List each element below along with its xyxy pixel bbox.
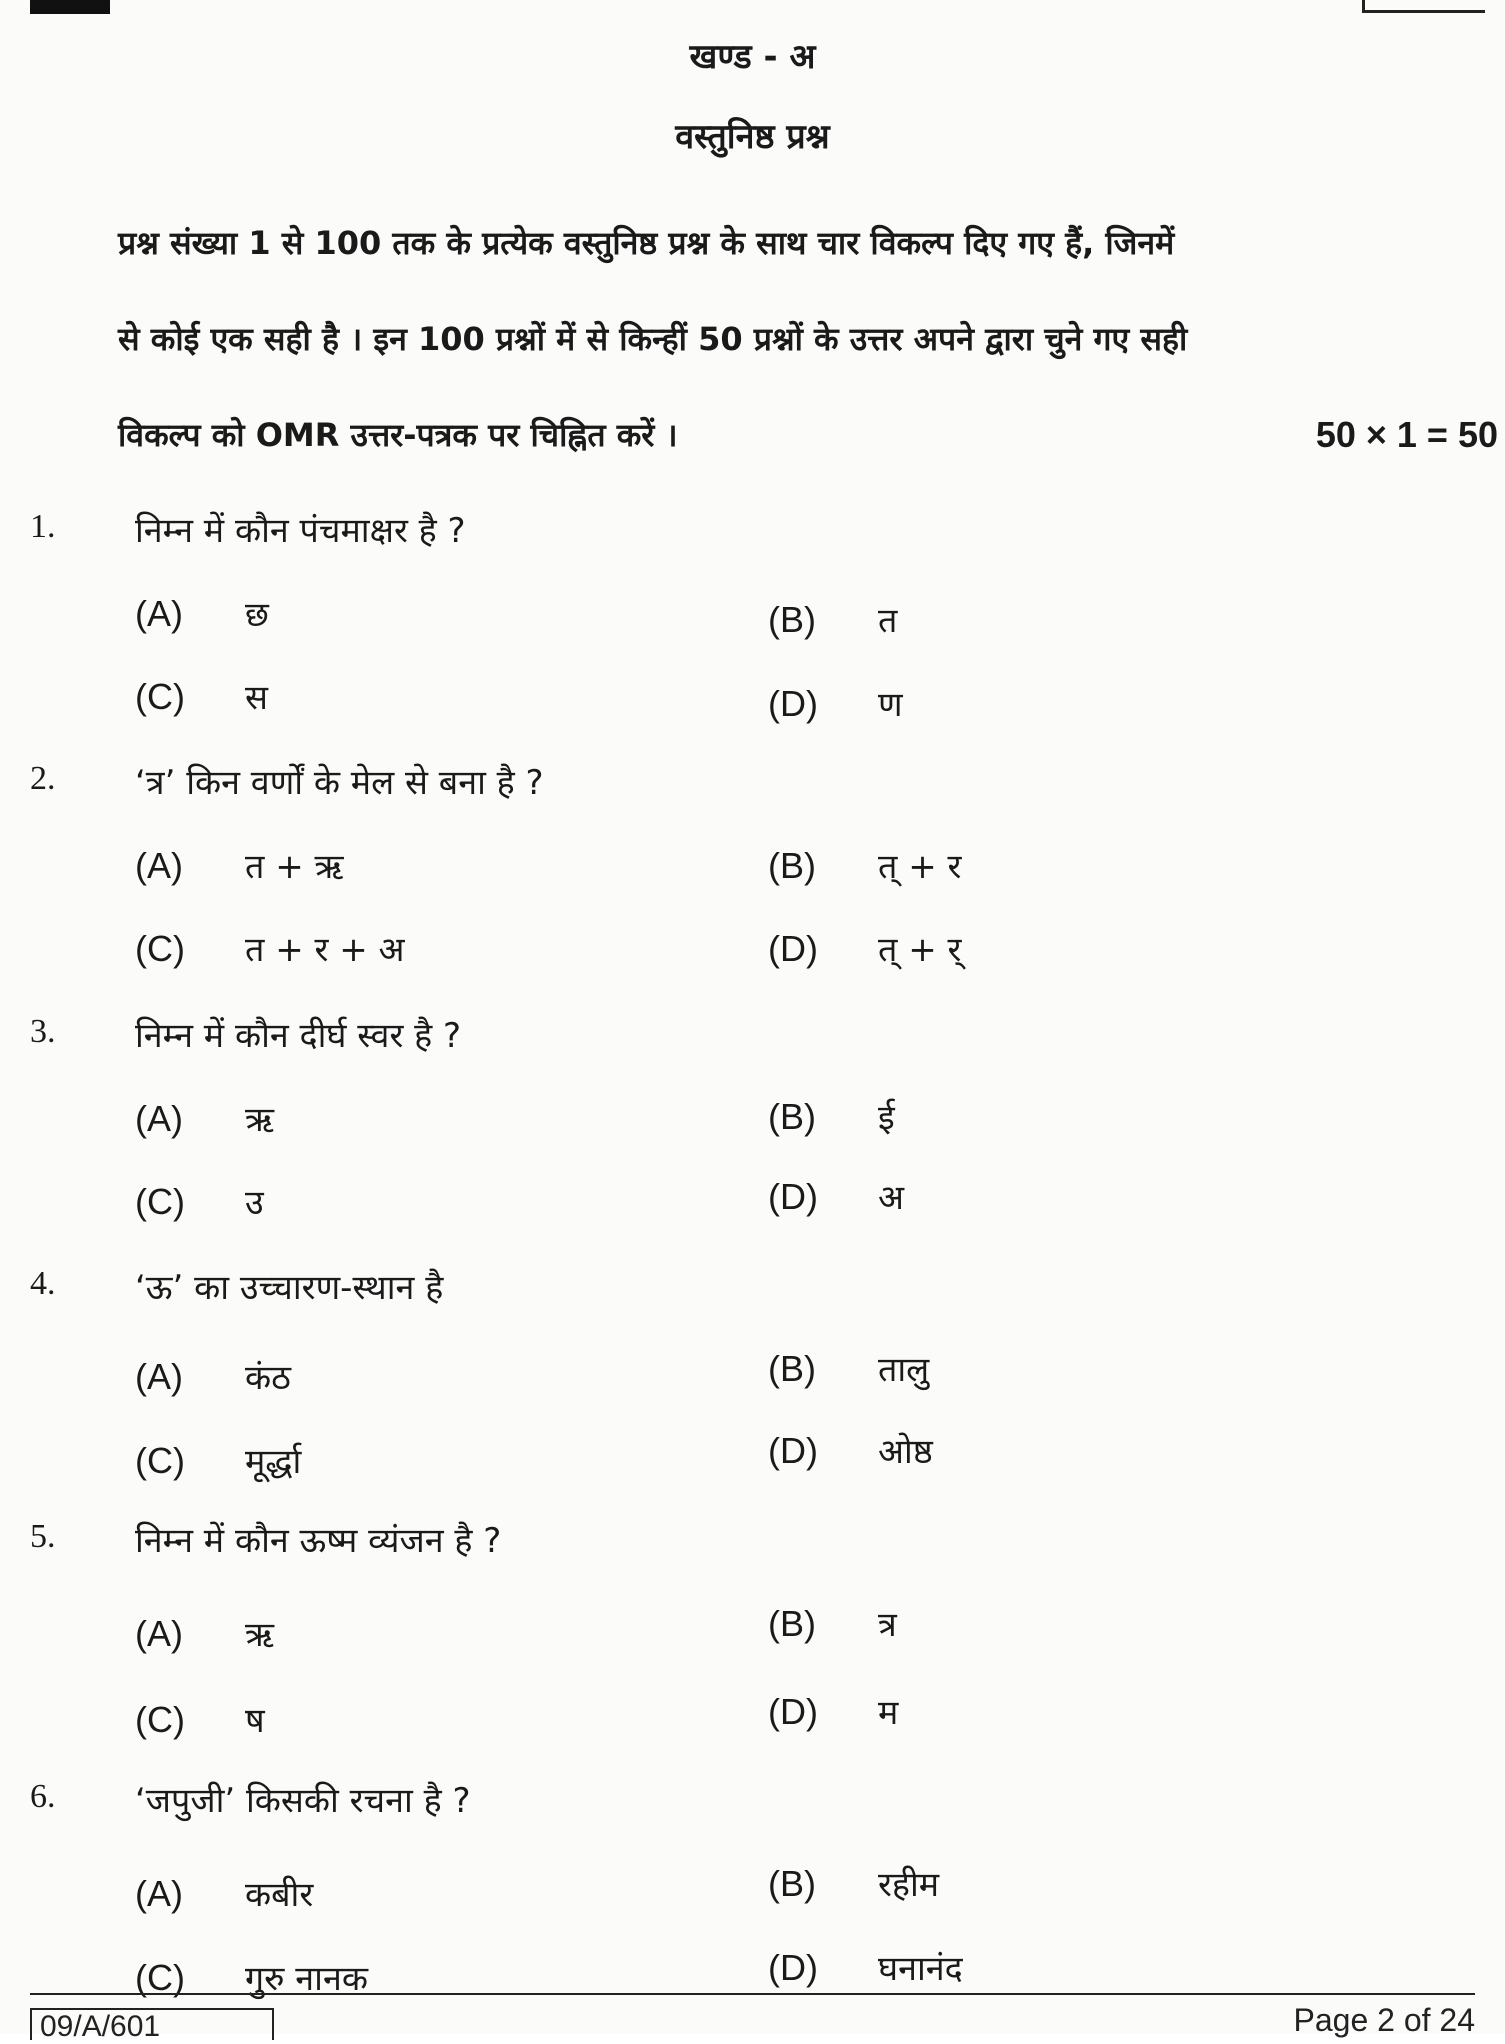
question-number: 1. bbox=[30, 508, 56, 545]
option-text: मूर्द्धा bbox=[245, 1442, 302, 1482]
option-text: उ bbox=[245, 1183, 264, 1223]
question-3 bbox=[0, 1013, 1505, 1263]
page-number: Page 2 of 24 bbox=[1293, 2002, 1475, 2038]
option-a bbox=[135, 1610, 274, 1656]
option-text: त् + र् bbox=[878, 930, 962, 970]
option-letter: (C) bbox=[135, 1181, 185, 1222]
option-text: तालु bbox=[878, 1350, 930, 1390]
question-text: निम्न में कौन ऊष्म व्यंजन है ? bbox=[135, 1521, 502, 1561]
instruction-line-2 bbox=[118, 291, 1503, 387]
option-d bbox=[768, 680, 903, 726]
instruction-text-3: विकल्प को OMR उत्तर-पत्रक पर चिह्नित करें । bbox=[118, 416, 678, 454]
question-text: निम्न में कौन पंचमाक्षर है ? bbox=[135, 511, 466, 551]
option-text: कबीर bbox=[245, 1875, 314, 1915]
option-text: त् + र bbox=[878, 847, 962, 887]
option-letter: (B) bbox=[768, 1863, 816, 1904]
option-letter: (B) bbox=[768, 845, 816, 886]
instructions bbox=[118, 195, 1503, 483]
option-text: ई bbox=[878, 1098, 895, 1138]
option-letter: (D) bbox=[768, 1176, 818, 1217]
section-heading: खण्ड - अ bbox=[689, 37, 816, 77]
footer-divider bbox=[30, 1993, 1475, 1995]
option-text: त + ऋ bbox=[245, 847, 344, 887]
instruction-line-3 bbox=[118, 387, 1503, 483]
option-d bbox=[768, 1688, 898, 1734]
option-letter: (D) bbox=[768, 1691, 818, 1732]
option-letter: (B) bbox=[768, 1096, 816, 1137]
option-text: अ bbox=[878, 1178, 904, 1218]
option-b bbox=[768, 842, 961, 888]
option-letter: (B) bbox=[768, 1603, 816, 1644]
option-c bbox=[135, 1696, 265, 1742]
option-letter: (A) bbox=[135, 1356, 183, 1397]
question-text: ‘जपुजी’ किसकी रचना है ? bbox=[135, 1781, 471, 1821]
option-text: छ bbox=[245, 595, 269, 635]
option-text: घनानंद bbox=[878, 1949, 963, 1989]
question-number: 5. bbox=[30, 1518, 56, 1555]
option-text: त्र bbox=[878, 1605, 897, 1645]
option-c bbox=[135, 1437, 301, 1483]
question-1 bbox=[0, 508, 1505, 758]
option-letter: (D) bbox=[768, 1430, 818, 1471]
option-text: त + र + अ bbox=[245, 930, 405, 970]
option-letter: (C) bbox=[135, 1440, 185, 1481]
option-a bbox=[135, 590, 269, 636]
option-c bbox=[135, 1178, 264, 1224]
corner-box bbox=[1362, 0, 1485, 13]
question-number: 3. bbox=[30, 1013, 56, 1050]
option-text: ऋ bbox=[245, 1615, 275, 1655]
option-text: कंठ bbox=[245, 1358, 291, 1398]
instruction-line-1 bbox=[118, 195, 1503, 291]
question-4 bbox=[0, 1265, 1505, 1515]
question-number: 2. bbox=[30, 760, 56, 797]
option-letter: (A) bbox=[135, 1613, 183, 1654]
marks-scheme: 50 × 1 = 50 bbox=[1315, 414, 1498, 455]
option-d bbox=[768, 925, 961, 971]
option-a bbox=[135, 1353, 291, 1399]
option-letter: (B) bbox=[768, 1348, 816, 1389]
question-6 bbox=[0, 1778, 1505, 2028]
option-letter: (B) bbox=[768, 599, 816, 640]
question-number: 4. bbox=[30, 1265, 56, 1302]
option-b bbox=[768, 596, 897, 642]
option-b bbox=[768, 1860, 939, 1906]
option-letter: (D) bbox=[768, 1947, 818, 1988]
section-subtitle: वस्तुनिष्ठ प्रश्न bbox=[675, 117, 830, 157]
option-text: म bbox=[878, 1693, 899, 1733]
option-text: रहीम bbox=[878, 1865, 940, 1905]
option-letter: (C) bbox=[135, 1957, 185, 1998]
option-text: ष bbox=[245, 1701, 265, 1741]
option-letter: (A) bbox=[135, 1873, 183, 1914]
option-letter: (C) bbox=[135, 676, 185, 717]
question-text: ‘ऊ’ का उच्चारण-स्थान है bbox=[135, 1268, 444, 1308]
option-letter: (D) bbox=[768, 683, 818, 724]
option-text: त bbox=[878, 601, 898, 641]
option-text: ऋ bbox=[245, 1100, 275, 1140]
option-letter: (A) bbox=[135, 1098, 183, 1139]
option-b bbox=[768, 1600, 897, 1646]
option-letter: (A) bbox=[135, 593, 183, 634]
option-d bbox=[768, 1173, 904, 1219]
option-c bbox=[135, 925, 404, 971]
option-text: स bbox=[245, 678, 268, 718]
paper-code: 09/A/601 bbox=[40, 2010, 161, 2043]
option-a bbox=[135, 842, 344, 888]
instruction-text-1: प्रश्न संख्या 1 से 100 तक के प्रत्येक वस्तुनिष्ठ प्रश्न के साथ चार विकल्प दिए गए हैं, जिनमें bbox=[118, 224, 1175, 262]
option-b bbox=[768, 1345, 929, 1391]
question-number: 6. bbox=[30, 1778, 56, 1815]
instruction-text-2: से कोई एक सही है । इन 100 प्रश्नों में से किन्हीं 50 प्रश्नों के उत्तर अपने द्वारा चुने गए सही bbox=[118, 320, 1188, 358]
option-b bbox=[768, 1093, 895, 1139]
option-a bbox=[135, 1870, 313, 1916]
option-letter: (C) bbox=[135, 1699, 185, 1740]
option-letter: (C) bbox=[135, 928, 185, 969]
option-letter: (A) bbox=[135, 845, 183, 886]
option-text: ण bbox=[878, 685, 903, 725]
question-2 bbox=[0, 760, 1505, 1010]
option-c bbox=[135, 673, 268, 719]
option-text: ओष्ठ bbox=[878, 1432, 933, 1472]
question-text: ‘त्र’ किन वर्णों के मेल से बना है ? bbox=[135, 763, 544, 803]
option-text: गुरु नानक bbox=[245, 1959, 368, 1999]
option-d bbox=[768, 1944, 963, 1990]
option-d bbox=[768, 1427, 933, 1473]
corner-mark bbox=[30, 0, 110, 14]
question-text: निम्न में कौन दीर्घ स्वर है ? bbox=[135, 1016, 462, 1056]
question-5 bbox=[0, 1518, 1505, 1768]
option-a bbox=[135, 1095, 274, 1141]
option-letter: (D) bbox=[768, 928, 818, 969]
